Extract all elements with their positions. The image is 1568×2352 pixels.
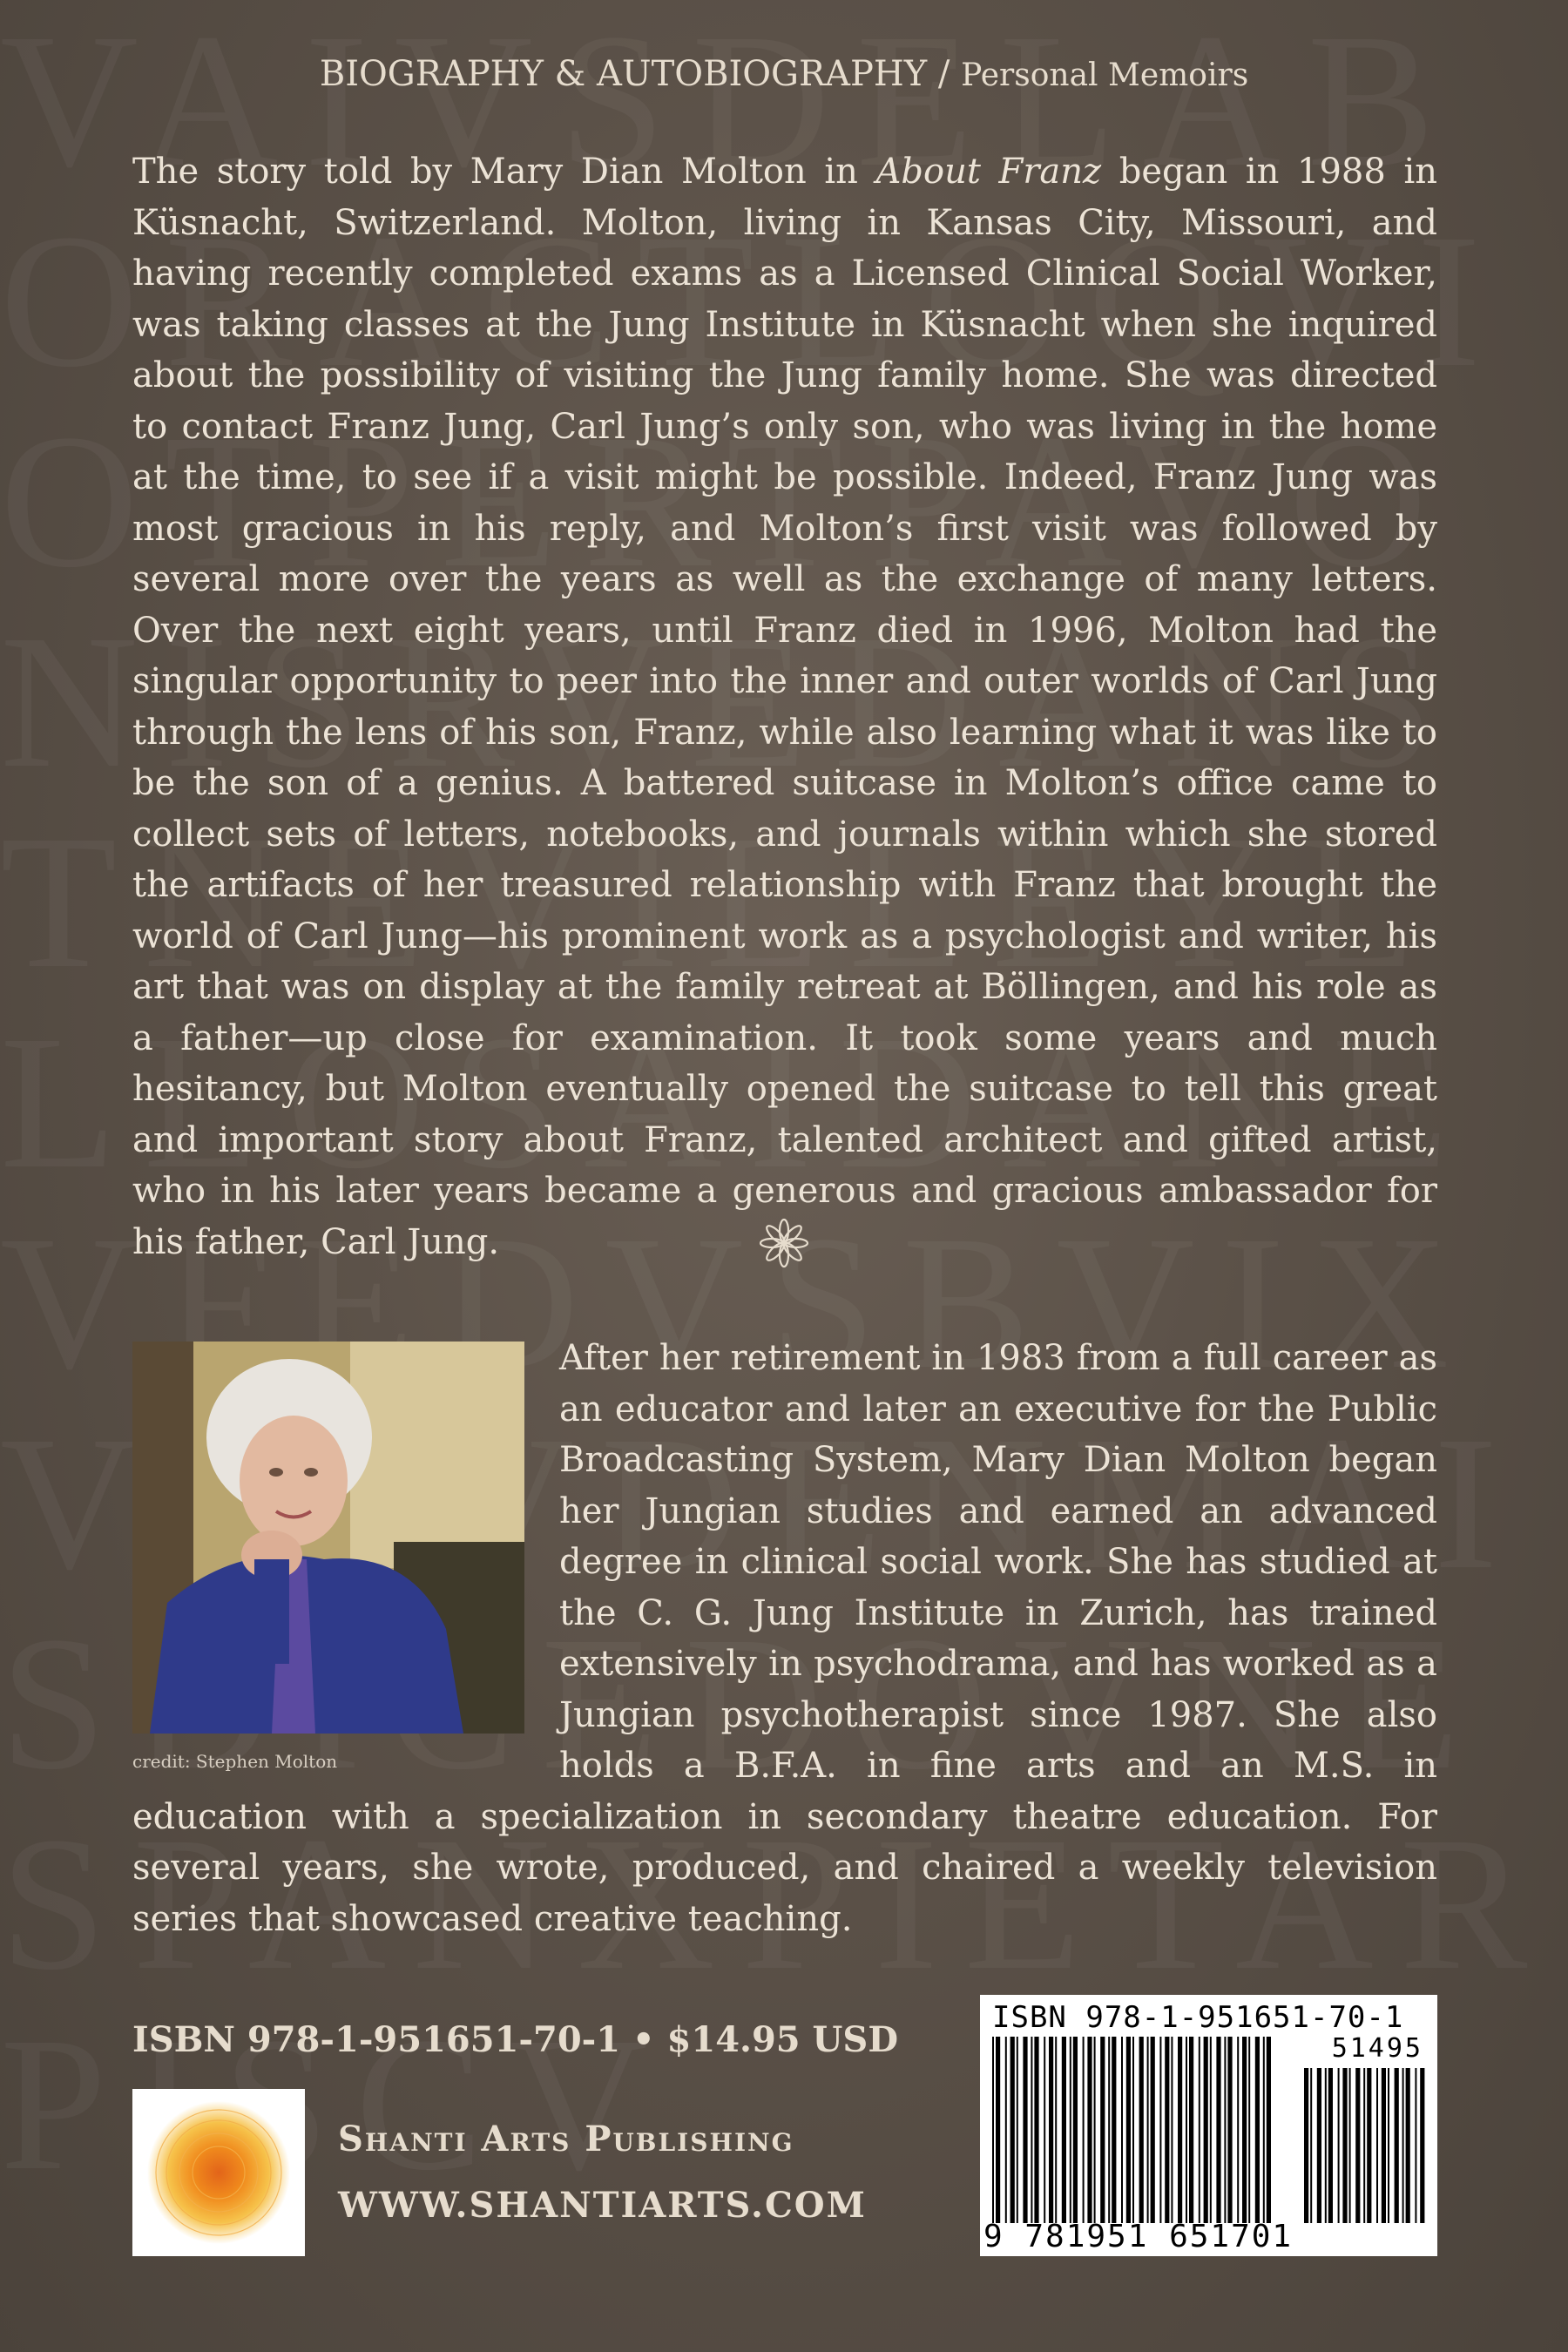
flower-ornament-icon [756, 1215, 812, 1271]
isbn-price: ISBN 978-1-951651-70-1 • $14.95 USD [132, 2019, 899, 2060]
barcode-bar [1227, 2037, 1232, 2223]
barcode-bar [1151, 2037, 1155, 2223]
barcode-bar [1165, 2037, 1169, 2223]
barcode-bar [996, 2037, 1000, 2223]
barcode-bar [1186, 2037, 1187, 2223]
barcode-bar [1388, 2068, 1389, 2223]
category-heading [0, 54, 1568, 94]
barcode-bar [1204, 2037, 1208, 2223]
barcode-bar [1031, 2037, 1032, 2223]
barcode-bar [1395, 2068, 1399, 2223]
publisher-logo [132, 2089, 305, 2256]
barcode-ean-number: 9 781951 651701 [983, 2219, 1294, 2254]
barcode-bar [1338, 2068, 1340, 2223]
barcode-bar [1255, 2037, 1260, 2223]
category-sub: Personal Memoirs [961, 57, 1249, 93]
barcode-bar [1139, 2037, 1144, 2223]
barcode-bar [1237, 2037, 1239, 2223]
barcode-bar [1147, 2037, 1149, 2223]
barcode-addon-number: 51495 [1331, 2033, 1423, 2064]
barcode-bar [1415, 2068, 1416, 2223]
bio-text: After her retirement in 1983 from a full career as an educator and later an executive for the Public Broadcasting System, Mary Dian Molton began her Jungian studies and earned an advanced degree in clinical social work. She has studied at the C. G. Jung Institute in Zurich, has trained extensively in psychodrama, and has worked as a Jungian psychotherapist since 1987. She also holds a B.F.A. in fine arts and an M.S. in education with a specialization in secondary theatre education. For several years, she wrote, produced, and chaired a weekly television series that showcased creative teaching. [132, 1338, 1437, 1939]
barcode-bar [1406, 2068, 1410, 2223]
barcode-bar [1328, 2068, 1333, 2223]
barcode-bar [1100, 2037, 1105, 2223]
barcode-bar [1070, 2037, 1071, 2223]
barcode-bar [1049, 2037, 1053, 2223]
barcode-bar [1132, 2037, 1134, 2223]
book-title: About Franz [875, 152, 1102, 192]
photo-credit: credit: Stephen Molton [132, 1751, 338, 1772]
barcode-bar [1171, 2037, 1173, 2223]
barcode-bar [1363, 2068, 1365, 2223]
barcode-bar [1263, 2037, 1265, 2223]
barcode-bar [1017, 2037, 1018, 2223]
barcode-bar [1055, 2037, 1057, 2223]
barcode-bar [1159, 2037, 1161, 2223]
publisher-name: Shanti Arts Publishing [338, 2119, 794, 2159]
barcode-bar [1216, 2037, 1220, 2223]
description-body: began in 1988 in Küsnacht, Switzerland. Molton, living in Kansas City, Missouri, and having recently completed exams as a Licensed Clinical Social Worker, was taking classes at the Jung Institute in Küsnacht when she inquired about the possibility of visiting the Jung family home. She was directed to contact Franz Jung, Carl Jung’s only son, who was living in the home at the time, to see if a visit might be possible. Indeed, Franz Jung was most gracious in his reply, and Molton’s first visit was followed by several more over the years as well as the exchange of many letters. Over the next eight years, until Franz died in 1996, Molton had the singular opportunity to peer into the inner and outer worlds of Carl Jung through the lens of his son, Franz, while also learning what it was like to be the son of a genius. A battered suitcase in Molton’s office came to collect sets of letters, notebooks, and journals within which she stored the artifacts of her treasured relationship with Franz that brought the world of Carl Jung—his prominent work as a psychologist and writer, his art that was on display at the family retreat at Böllingen, and his role as a father—up close for examination. It took some years and much hesitancy, but Molton eventually opened the suitcase to tell this great and important story about Franz, talented architect and gifted artist, who in his later years became a generous and gracious ambassador for his father, Carl Jung. [132, 152, 1437, 1262]
barcode-bar [1112, 2037, 1116, 2223]
barcode-bar [1355, 2068, 1360, 2223]
publisher-website[interactable]: WWW.SHANTIARTS.COM [338, 2185, 867, 2226]
barcode-bar [1376, 2068, 1378, 2223]
barcode-bar [1248, 2037, 1250, 2223]
barcode-bar [1044, 2037, 1045, 2223]
barcode-bar [1126, 2037, 1131, 2223]
barcode-bar [1342, 2068, 1347, 2223]
barcode-isbn-line: ISBN 978-1-951651-70-1 [992, 2000, 1404, 2035]
barcode-bar [1083, 2037, 1085, 2223]
description-intro: The story told by Mary Dian Molton in [132, 152, 876, 192]
barcode-bar [1242, 2037, 1247, 2223]
barcode [980, 1995, 1437, 2256]
barcode-bar [1189, 2037, 1193, 2223]
barcode-bar [1108, 2037, 1110, 2223]
photo-float-spacer [132, 1333, 559, 1790]
book-description [132, 146, 1437, 1267]
barcode-bar [1382, 2068, 1386, 2223]
barcode-bar [1121, 2037, 1123, 2223]
barcode-bar [1325, 2068, 1327, 2223]
barcode-bar [1267, 2037, 1271, 2223]
barcode-bar [1062, 2037, 1066, 2223]
author-bio [132, 1333, 1437, 1944]
barcode-bar [1224, 2037, 1226, 2223]
barcode-bar [1402, 2068, 1404, 2223]
barcode-bar [1010, 2037, 1015, 2223]
barcode-bar [1420, 2068, 1424, 2223]
barcode-bar [1210, 2037, 1212, 2223]
barcode-bar [1199, 2037, 1200, 2223]
barcode-bar [1317, 2068, 1321, 2223]
barcode-bar [1349, 2068, 1351, 2223]
barcode-bar [1304, 2068, 1308, 2223]
barcode-bar [1178, 2037, 1182, 2223]
barcode-bar [1005, 2037, 1007, 2223]
category-separator: / [927, 54, 962, 94]
barcode-bar [1073, 2037, 1078, 2223]
barcode-bar [1094, 2037, 1096, 2223]
barcode-bar [1034, 2037, 1038, 2223]
category-main: BIOGRAPHY & AUTOBIOGRAPHY [319, 54, 928, 94]
barcode-bar [1087, 2037, 1092, 2223]
barcode-bar [1310, 2068, 1312, 2223]
barcode-bar [1367, 2068, 1371, 2223]
barcode-bar [992, 2037, 994, 2223]
barcode-bar [1023, 2037, 1027, 2223]
